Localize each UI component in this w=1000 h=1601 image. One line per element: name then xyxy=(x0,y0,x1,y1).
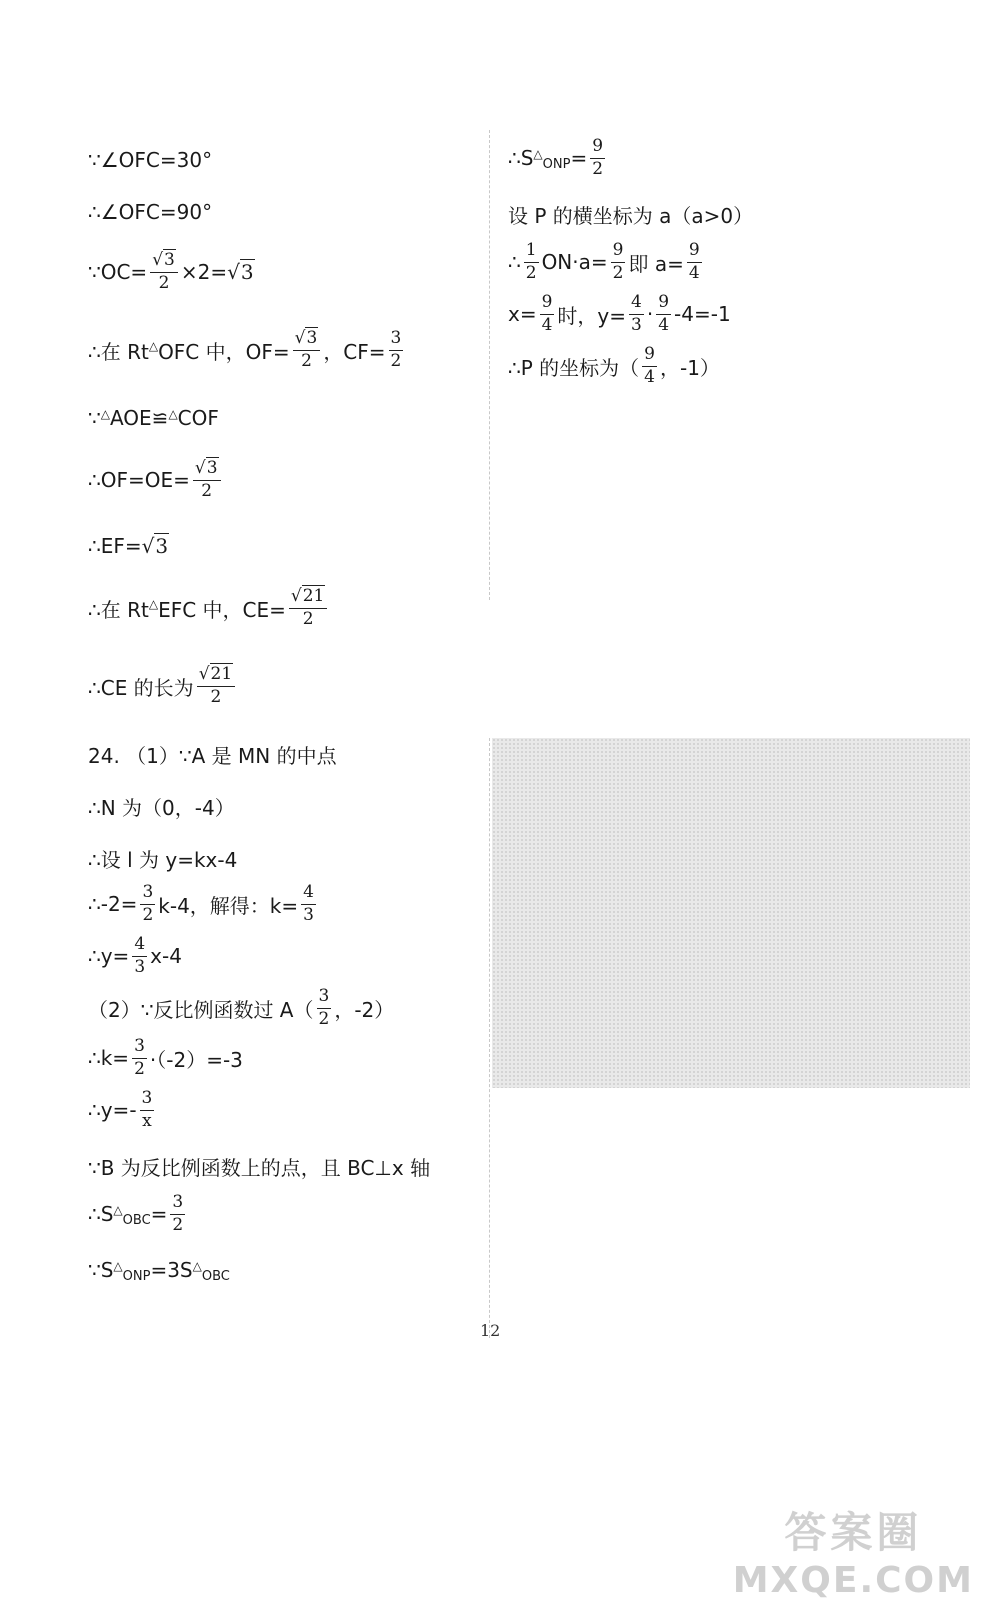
denominator: 2 xyxy=(172,1214,184,1235)
line-set-l xyxy=(88,844,237,873)
line-solve-k xyxy=(88,884,319,925)
text: ∴y= xyxy=(88,944,130,969)
denominator: 3 xyxy=(631,314,642,335)
numerator: 3 xyxy=(140,1090,155,1111)
radicand: 21 xyxy=(210,664,233,684)
line-y-inverse xyxy=(88,1090,157,1131)
fraction xyxy=(642,346,657,387)
text: ∴ xyxy=(508,250,521,275)
text: 设 P 的横坐标为 a（a>0） xyxy=(508,204,754,228)
radicand: 3 xyxy=(164,250,175,270)
numerator: 4 xyxy=(301,884,316,905)
text: （2）∵反比例函数过 A（ xyxy=(88,997,314,1022)
radicand: 3 xyxy=(155,534,169,558)
denominator: 2 xyxy=(302,608,314,629)
radicand: 3 xyxy=(240,260,254,285)
column-divider-top xyxy=(489,130,490,600)
text: =3S xyxy=(150,1258,193,1282)
denominator: 2 xyxy=(142,904,154,925)
text: ∴设 l 为 y=kx-4 xyxy=(88,848,238,872)
fraction xyxy=(524,242,539,283)
radicand: 3 xyxy=(206,458,218,478)
text: ∵B 为反比例函数上的点，且 BC⊥x 轴 xyxy=(88,1156,431,1180)
blank-shaded-area xyxy=(492,738,970,1088)
denominator: 4 xyxy=(688,262,700,283)
line-rt-efc xyxy=(88,588,330,629)
denominator: 2 xyxy=(201,480,213,501)
triangle-symbol: △ xyxy=(113,1203,123,1218)
fraction xyxy=(629,294,644,335)
text: ，CF= xyxy=(323,339,386,364)
line-x-y-values xyxy=(508,294,731,335)
numerator: √21 xyxy=(289,588,327,609)
text: 即 a= xyxy=(628,251,684,276)
text: x= xyxy=(508,302,537,327)
numerator: √21 xyxy=(197,666,235,687)
line-s-onp-ratio xyxy=(88,1258,230,1282)
denominator: x xyxy=(142,1110,152,1131)
denominator: 2 xyxy=(158,272,170,293)
text: ∵S xyxy=(88,1258,114,1282)
fraction xyxy=(389,330,404,371)
triangle-symbol: △ xyxy=(192,1259,202,1273)
line-ef xyxy=(88,534,169,558)
text: ∴S xyxy=(508,146,534,171)
fraction xyxy=(140,1090,155,1131)
line-congruent xyxy=(88,406,219,430)
text: ·（-2）=-3 xyxy=(149,1047,243,1072)
text: x-4 xyxy=(150,944,182,969)
radicand: 21 xyxy=(302,586,325,606)
denominator: 2 xyxy=(612,262,624,283)
text: ∵∠OFC=30° xyxy=(88,148,213,172)
numerator: 1 xyxy=(524,242,539,263)
triangle-symbol: △ xyxy=(148,597,159,612)
text: OFC 中，OF= xyxy=(158,339,290,364)
triangle-symbol: △ xyxy=(148,339,159,354)
fraction xyxy=(293,330,321,371)
subscript: ONP xyxy=(122,1268,151,1284)
line-solve-a xyxy=(508,242,705,283)
text: ∴N 为（0，-4） xyxy=(88,796,235,820)
line-set-p xyxy=(508,200,753,229)
triangle-symbol: △ xyxy=(113,1259,123,1273)
denominator: 4 xyxy=(541,314,553,335)
text: EFC 中，CE= xyxy=(158,597,286,622)
text: AOE≌ xyxy=(109,406,169,430)
text: COF xyxy=(177,406,219,430)
numerator: 9 xyxy=(687,242,702,263)
denominator: 4 xyxy=(644,366,655,387)
fraction xyxy=(197,666,235,707)
sqrt-expression: √3 xyxy=(141,534,169,558)
denominator: 2 xyxy=(318,1008,330,1029)
line-q24-part2 xyxy=(88,988,394,1029)
text: ON·a= xyxy=(541,250,608,275)
text: ∴-2= xyxy=(88,892,138,917)
numerator: √3 xyxy=(150,252,178,273)
subscript: OBC xyxy=(201,1268,230,1284)
line-b-point xyxy=(88,1152,430,1181)
text: ∴y=- xyxy=(88,1098,137,1123)
line-angle-ofc-90 xyxy=(88,200,212,224)
text: = xyxy=(150,1202,168,1227)
text: 24. （1）∵A 是 MN 的中点 xyxy=(88,744,337,768)
fraction xyxy=(132,936,147,977)
line-q24-part1 xyxy=(88,740,337,769)
denominator: 4 xyxy=(658,314,670,335)
numerator: √3 xyxy=(293,330,321,351)
numerator: 3 xyxy=(389,330,404,351)
numerator: 4 xyxy=(132,936,147,957)
fraction xyxy=(540,294,555,335)
fraction xyxy=(656,294,671,335)
denominator: 2 xyxy=(301,350,312,371)
sqrt-expression: √3 xyxy=(227,260,254,285)
text: ∴在 Rt xyxy=(88,597,149,622)
denominator: 2 xyxy=(525,262,537,283)
line-p-coord xyxy=(508,346,720,387)
text: ∴∠OFC=90° xyxy=(88,200,213,224)
triangle-symbol: △ xyxy=(100,407,110,421)
line-y-linear xyxy=(88,936,182,977)
line-of-oe xyxy=(88,460,224,501)
triangle-symbol: △ xyxy=(533,147,543,162)
numerator: 3 xyxy=(317,988,332,1009)
text: ，-1） xyxy=(659,355,720,380)
watermark-title: 答案圈 xyxy=(784,1508,923,1557)
numerator: 9 xyxy=(590,138,605,159)
numerator: 9 xyxy=(642,346,657,367)
text: ∴OF=OE= xyxy=(88,468,190,493)
fraction xyxy=(150,252,178,293)
numerator: √3 xyxy=(193,460,221,481)
denominator: 2 xyxy=(134,1058,145,1079)
line-ce-length xyxy=(88,666,238,707)
fraction xyxy=(301,884,316,925)
line-rt-ofc xyxy=(88,330,406,371)
numerator: 9 xyxy=(611,242,626,263)
text: k-4，解得：k= xyxy=(158,893,299,918)
denominator: 2 xyxy=(592,158,604,179)
line-s-onp-value xyxy=(508,138,608,179)
text: ∴在 Rt xyxy=(88,339,149,364)
numerator: 4 xyxy=(629,294,644,315)
fraction xyxy=(289,588,327,629)
text: ，-2） xyxy=(334,997,395,1022)
fraction xyxy=(170,1194,185,1235)
radicand: 3 xyxy=(306,328,318,348)
fraction xyxy=(132,1038,147,1079)
text: · xyxy=(646,302,654,327)
fraction xyxy=(611,242,626,283)
page-number: 12 xyxy=(480,1321,501,1340)
subscript: OBC xyxy=(122,1212,151,1228)
text: ∴k= xyxy=(88,1046,130,1071)
text: ∴EF= xyxy=(88,534,142,558)
triangle-symbol: △ xyxy=(168,407,178,421)
numerator: 3 xyxy=(140,884,155,905)
fraction xyxy=(590,138,605,179)
line-angle-ofc-30 xyxy=(88,148,212,172)
watermark-logo xyxy=(733,1500,974,1601)
text: ∵ xyxy=(88,406,101,430)
fraction xyxy=(140,884,155,925)
numerator: 3 xyxy=(170,1194,185,1215)
numerator: 3 xyxy=(132,1038,147,1059)
denominator: 2 xyxy=(390,350,402,371)
text: ∴P 的坐标为（ xyxy=(508,355,640,380)
numerator: 9 xyxy=(656,294,671,315)
line-n-coord xyxy=(88,792,235,821)
column-divider-bottom xyxy=(489,738,490,1338)
denominator: 3 xyxy=(303,904,314,925)
text: ∴S xyxy=(88,1202,114,1227)
text: = xyxy=(570,146,588,171)
fraction xyxy=(193,460,221,501)
fraction xyxy=(317,988,332,1029)
denominator: 2 xyxy=(210,686,222,707)
line-s-obc xyxy=(88,1194,188,1235)
text: ∵OC= xyxy=(88,260,148,285)
numerator: 9 xyxy=(540,294,555,315)
watermark-url: MXQE.COM xyxy=(732,1560,974,1601)
subscript: ONP xyxy=(542,156,571,172)
line-k-value xyxy=(88,1038,243,1079)
text: 时，y= xyxy=(557,303,627,328)
line-oc-value xyxy=(88,252,255,293)
text: -4=-1 xyxy=(674,302,731,327)
text: ×2= xyxy=(180,260,228,285)
text: ∴CE 的长为 xyxy=(88,675,194,700)
fraction xyxy=(687,242,702,283)
denominator: 3 xyxy=(134,956,146,977)
